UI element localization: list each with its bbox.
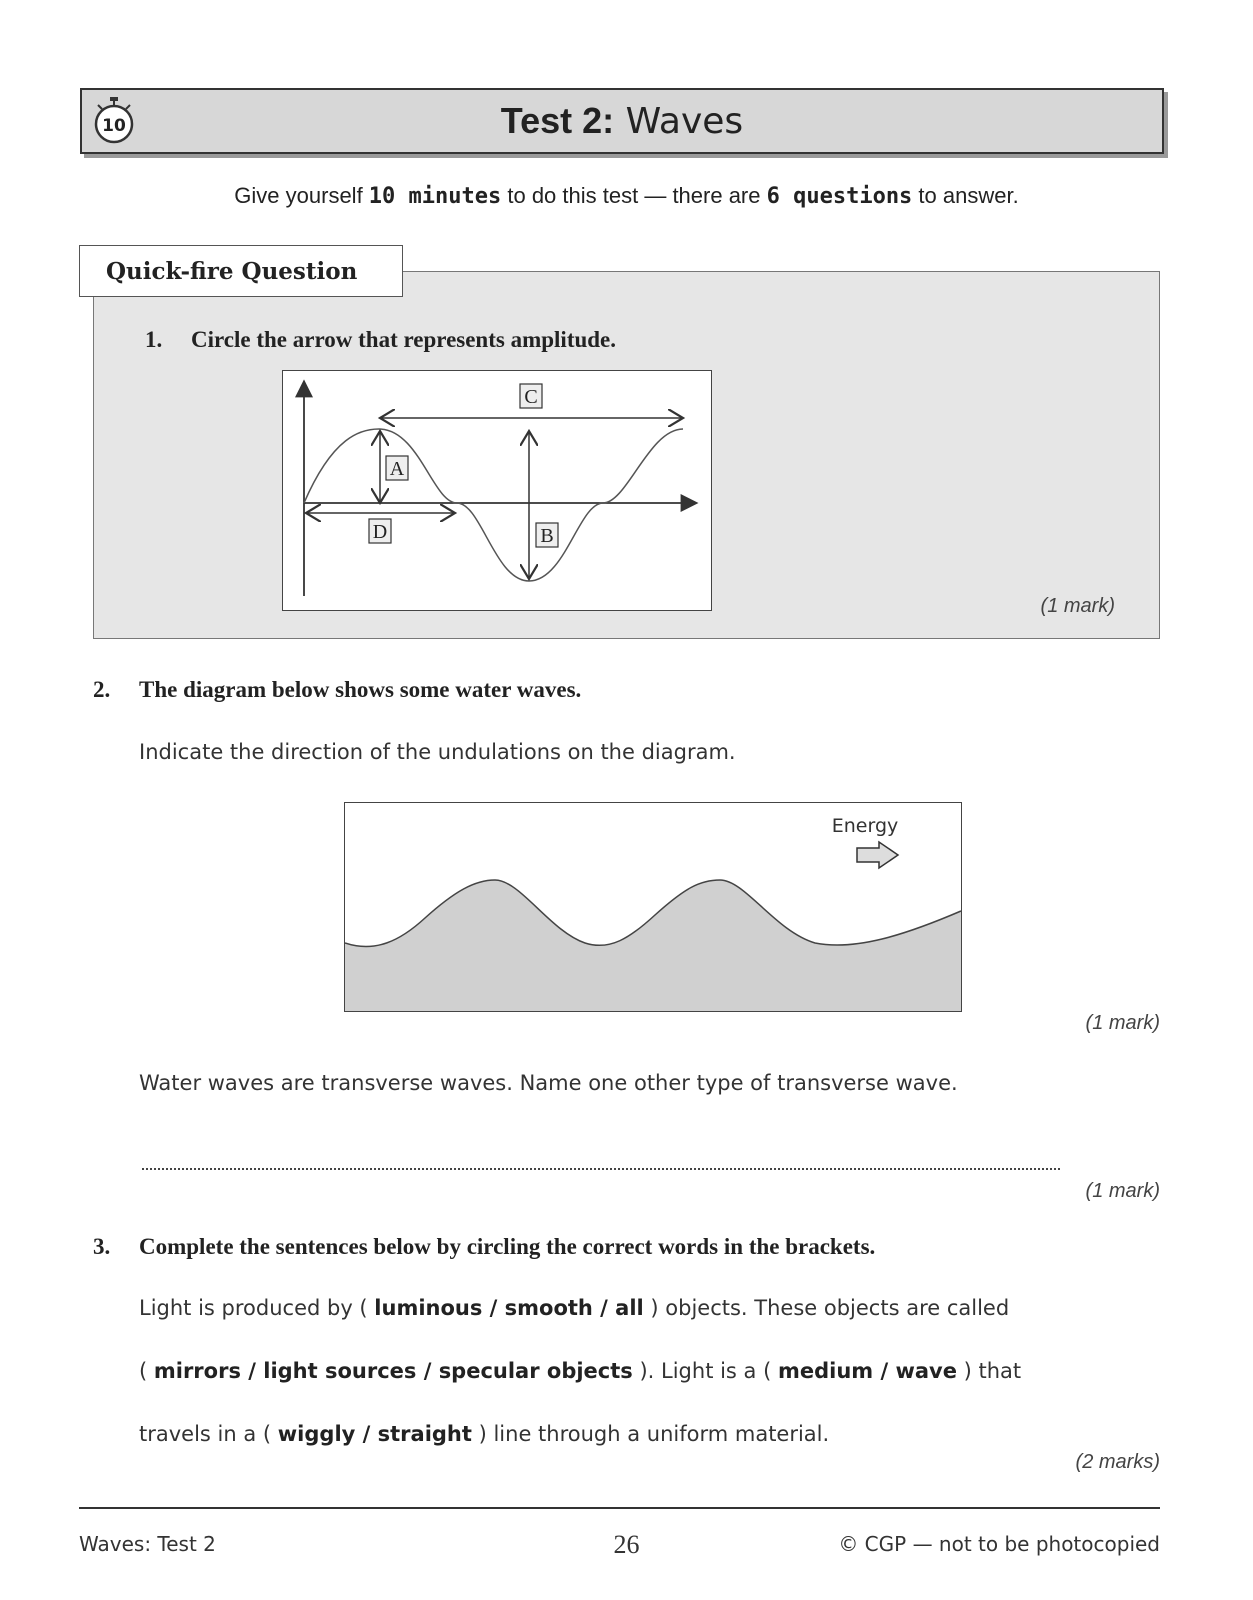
q2-mark-1: (1 mark) [1085, 1012, 1160, 1034]
question-2-followup: Water waves are transverse waves. Name one other type of transverse wave. [139, 1071, 958, 1095]
timer-minutes: 10 [102, 116, 126, 136]
q3-sentence-line-2: ( mirrors / light sources / specular objects ). Light is a ( medium / wave ) that [139, 1359, 1022, 1383]
q2-mark-2: (1 mark) [1085, 1180, 1160, 1202]
quickfire-tab: Quick-fire Question [79, 245, 403, 297]
copyright-notice: © CGP — not to be photocopied [838, 1532, 1160, 1556]
q3-mark: (2 marks) [1075, 1451, 1160, 1473]
label-c[interactable] [520, 384, 542, 408]
q3-sentence-line-1: Light is produced by ( luminous / smooth / all ) objects. These objects are called [139, 1296, 1010, 1320]
q3-choice-2[interactable]: mirrors / light sources / specular objects [153, 1359, 633, 1383]
svg-text:D: D [372, 521, 388, 543]
energy-arrow-icon [857, 842, 898, 868]
water-body [345, 880, 961, 1011]
footer-test-name: Waves: Test 2 [79, 1532, 216, 1556]
label-b[interactable] [536, 523, 558, 547]
answer-line[interactable] [142, 1168, 1060, 1170]
svg-text:B: B [540, 525, 554, 547]
svg-text:A: A [389, 458, 405, 480]
question-3-text: Complete the sentences below by circling the correct words in the brackets. [139, 1234, 876, 1259]
svg-text:C: C [524, 386, 538, 408]
label-a[interactable] [386, 456, 408, 480]
q3-choice-3[interactable]: medium / wave [777, 1359, 957, 1383]
amplitude-diagram [282, 370, 712, 611]
wave-arrows-svg [283, 371, 711, 610]
water-waves-svg [345, 803, 961, 1011]
question-count: 6 questions [766, 184, 913, 209]
question-2-instruction: Indicate the direction of the undulations on the diagram. [139, 740, 736, 764]
title-topic: Waves [614, 101, 744, 142]
q1-mark: (1 mark) [1040, 595, 1115, 617]
page-number: 26 [613, 1530, 640, 1559]
q3-choice-1[interactable]: luminous / smooth / all [374, 1296, 644, 1320]
question-3-number: 3. [93, 1234, 111, 1259]
energy-label: Energy [831, 815, 899, 837]
test-header-bar [80, 88, 1164, 154]
question-2-text: The diagram below shows some water waves. [139, 677, 582, 702]
q3-sentence-line-3: travels in a ( wiggly / straight ) line through a uniform material. [139, 1422, 830, 1446]
label-d[interactable] [369, 519, 391, 543]
question-1-text: Circle the arrow that represents amplitude. [191, 327, 617, 352]
page-title [82, 100, 1162, 142]
footer-divider [79, 1507, 1160, 1509]
question-2-number: 2. [93, 677, 111, 702]
time-limit: 10 minutes [368, 184, 502, 209]
q3-choice-4[interactable]: wiggly / straight [277, 1422, 472, 1446]
sine-wave [304, 429, 683, 581]
title-test-number: Test 2: [500, 100, 615, 141]
question-1-number: 1. [145, 327, 163, 352]
intro-text: Give yourself 10 minutes to do this test — there are 6 questions to answer. [234, 183, 1019, 209]
water-waves-diagram[interactable] [344, 802, 962, 1012]
